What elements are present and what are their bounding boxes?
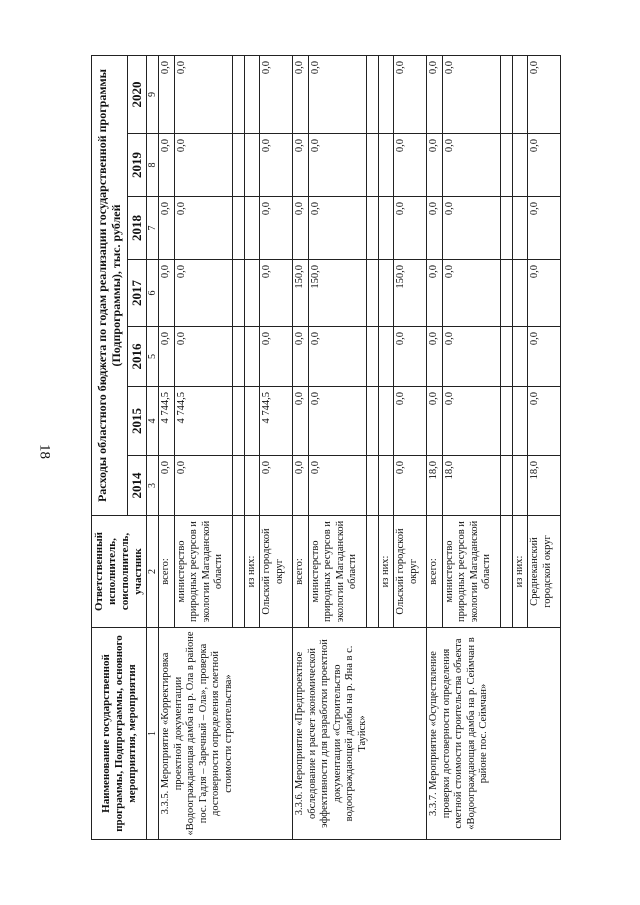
value-cell: 0,0	[427, 387, 443, 456]
value-cell: 0,0	[159, 197, 175, 260]
executor-cell: всего:	[427, 516, 443, 628]
value-cell: 0,0	[159, 327, 175, 387]
value-cell	[512, 260, 528, 327]
empty-cell	[232, 516, 244, 628]
header-year: 2014	[127, 456, 146, 516]
value-cell: 0,0	[174, 327, 232, 387]
column-index: 3	[147, 456, 159, 516]
empty-cell	[500, 134, 512, 197]
empty-cell	[366, 55, 378, 133]
value-cell: 0,0	[293, 327, 309, 387]
header-year: 2020	[127, 55, 146, 133]
table-row	[293, 55, 309, 839]
value-cell	[378, 387, 394, 456]
value-cell: 0,0	[260, 260, 293, 327]
value-cell	[244, 327, 260, 387]
empty-cell	[366, 456, 378, 516]
empty-cell	[232, 327, 244, 387]
value-cell	[244, 55, 260, 133]
value-cell: 0,0	[528, 260, 561, 327]
value-cell: 0,0	[293, 55, 309, 133]
empty-cell	[366, 197, 378, 260]
value-cell: 0,0	[528, 134, 561, 197]
value-cell: 150,0	[394, 260, 427, 327]
value-cell: 4 744,5	[260, 387, 293, 456]
value-cell: 18,0	[528, 456, 561, 516]
value-cell: 0,0	[528, 197, 561, 260]
value-cell: 0,0	[308, 387, 366, 456]
value-cell	[244, 456, 260, 516]
value-cell	[244, 260, 260, 327]
value-cell: 150,0	[293, 260, 309, 327]
column-index: 4	[147, 387, 159, 456]
column-index: 7	[147, 197, 159, 260]
value-cell	[378, 456, 394, 516]
executor-cell: министерство природных ресурсов и экологии Магаданской области	[308, 516, 366, 628]
empty-cell	[232, 197, 244, 260]
value-cell: 0,0	[394, 197, 427, 260]
value-cell	[244, 197, 260, 260]
value-cell: 0,0	[159, 55, 175, 133]
value-cell: 0,0	[293, 134, 309, 197]
value-cell: 0,0	[159, 456, 175, 516]
value-cell: 0,0	[427, 197, 443, 260]
value-cell: 0,0	[174, 456, 232, 516]
empty-cell	[232, 55, 244, 133]
header-year: 2015	[127, 387, 146, 456]
value-cell	[512, 456, 528, 516]
value-cell: 0,0	[442, 134, 500, 197]
empty-cell	[366, 260, 378, 327]
column-index: 6	[147, 260, 159, 327]
page-number: 18	[36, 444, 53, 459]
column-index: 9	[147, 55, 159, 133]
measure-title: 3.3.7. Мероприятие «Осуществление проверки достоверности определения сметной стоимости строительства объекта «Водоограждающая дамба на р. Сеймчан в районе пос. Сеймчан»	[427, 628, 561, 840]
executor-cell: всего:	[293, 516, 309, 628]
value-cell	[512, 55, 528, 133]
empty-cell	[232, 456, 244, 516]
value-cell: 18,0	[442, 456, 500, 516]
value-cell	[512, 134, 528, 197]
value-cell: 0,0	[427, 134, 443, 197]
header-name-column: Наименование государственной программы, Подпрограммы, основного мероприятия, мероприятия	[92, 628, 147, 840]
value-cell: 0,0	[427, 55, 443, 133]
value-cell: 0,0	[442, 55, 500, 133]
empty-cell	[366, 387, 378, 456]
header-year: 2018	[127, 197, 146, 260]
value-cell: 0,0	[174, 134, 232, 197]
executor-cell: из них:	[512, 516, 528, 628]
value-cell: 0,0	[394, 456, 427, 516]
empty-cell	[366, 134, 378, 197]
value-cell: 0,0	[293, 387, 309, 456]
value-cell: 0,0	[174, 197, 232, 260]
value-cell	[512, 197, 528, 260]
executor-cell: министерство природных ресурсов и экологии Магаданской области	[442, 516, 500, 628]
executor-cell: всего:	[159, 516, 175, 628]
empty-cell	[500, 260, 512, 327]
empty-cell	[366, 327, 378, 387]
empty-cell	[232, 387, 244, 456]
header-responsible-column: Ответственный исполнитель, соисполнитель, участник	[92, 516, 147, 628]
executor-cell: Ольский городской округ	[260, 516, 293, 628]
value-cell: 0,0	[308, 327, 366, 387]
value-cell: 0,0	[394, 327, 427, 387]
empty-cell	[500, 327, 512, 387]
value-cell: 0,0	[308, 55, 366, 133]
empty-cell	[500, 516, 512, 628]
value-cell: 0,0	[528, 327, 561, 387]
value-cell	[378, 260, 394, 327]
value-cell: 0,0	[260, 327, 293, 387]
table-row	[159, 55, 175, 839]
column-index: 5	[147, 327, 159, 387]
value-cell: 0,0	[394, 55, 427, 133]
executor-cell: министерство природных ресурсов и экологии Магаданской области	[174, 516, 232, 628]
table-row	[427, 55, 443, 839]
empty-cell	[232, 260, 244, 327]
value-cell: 0,0	[442, 387, 500, 456]
executor-cell: Ольский городской округ	[394, 516, 427, 628]
value-cell: 4 744,5	[159, 387, 175, 456]
value-cell: 0,0	[394, 387, 427, 456]
value-cell: 0,0	[293, 197, 309, 260]
value-cell: 0,0	[174, 260, 232, 327]
value-cell: 0,0	[260, 456, 293, 516]
rotated-table-container	[91, 56, 621, 840]
value-cell: 0,0	[159, 134, 175, 197]
value-cell	[378, 197, 394, 260]
header-year: 2016	[127, 327, 146, 387]
value-cell: 0,0	[442, 327, 500, 387]
value-cell: 0,0	[260, 197, 293, 260]
table-body	[159, 55, 561, 839]
value-cell	[244, 134, 260, 197]
empty-cell	[500, 387, 512, 456]
value-cell	[378, 327, 394, 387]
executor-cell: Среднеканский городской округ	[528, 516, 561, 628]
column-index: 1	[147, 628, 159, 840]
empty-cell	[500, 197, 512, 260]
value-cell: 0,0	[308, 134, 366, 197]
value-cell: 0,0	[174, 55, 232, 133]
value-cell: 0,0	[293, 456, 309, 516]
value-cell: 4 744,5	[174, 387, 232, 456]
empty-cell	[232, 134, 244, 197]
value-cell: 0,0	[260, 55, 293, 133]
column-index: 2	[147, 516, 159, 628]
value-cell: 18,0	[427, 456, 443, 516]
value-cell: 0,0	[427, 260, 443, 327]
measure-title: 3.3.6. Мероприятие «Предпроектное обследование и расчет экономической эффективности для разработки проектной документации «Строительство водоограждающей дамбы на р. Яна в с. Тауйск»	[293, 628, 427, 840]
header-budget-group: Расходы областного бюджета по годам реализации государственной программы (Подпрограммы), тыс. рублей	[92, 55, 128, 515]
value-cell: 0,0	[442, 197, 500, 260]
header-year: 2019	[127, 134, 146, 197]
empty-cell	[366, 516, 378, 628]
header-year: 2017	[127, 260, 146, 327]
empty-cell	[500, 55, 512, 133]
value-cell	[512, 387, 528, 456]
value-cell: 0,0	[394, 134, 427, 197]
measure-title: 3.3.5. Мероприятие «Корректировка проектной документации «Водоограждающая дамба на р. Ола в районе пос. Гадля – Заречный – Ола», проверка достоверности определения сметной стоимости строительства»	[159, 628, 293, 840]
value-cell: 0,0	[528, 387, 561, 456]
value-cell: 0,0	[427, 327, 443, 387]
budget-table	[91, 55, 561, 840]
value-cell: 0,0	[308, 197, 366, 260]
value-cell	[244, 387, 260, 456]
value-cell	[512, 327, 528, 387]
value-cell: 0,0	[442, 260, 500, 327]
column-index: 8	[147, 134, 159, 197]
executor-cell: из них:	[244, 516, 260, 628]
empty-cell	[500, 456, 512, 516]
value-cell: 0,0	[260, 134, 293, 197]
value-cell	[378, 134, 394, 197]
value-cell: 0,0	[528, 55, 561, 133]
value-cell	[378, 55, 394, 133]
value-cell: 150,0	[308, 260, 366, 327]
value-cell: 0,0	[308, 456, 366, 516]
value-cell: 0,0	[159, 260, 175, 327]
executor-cell: из них:	[378, 516, 394, 628]
